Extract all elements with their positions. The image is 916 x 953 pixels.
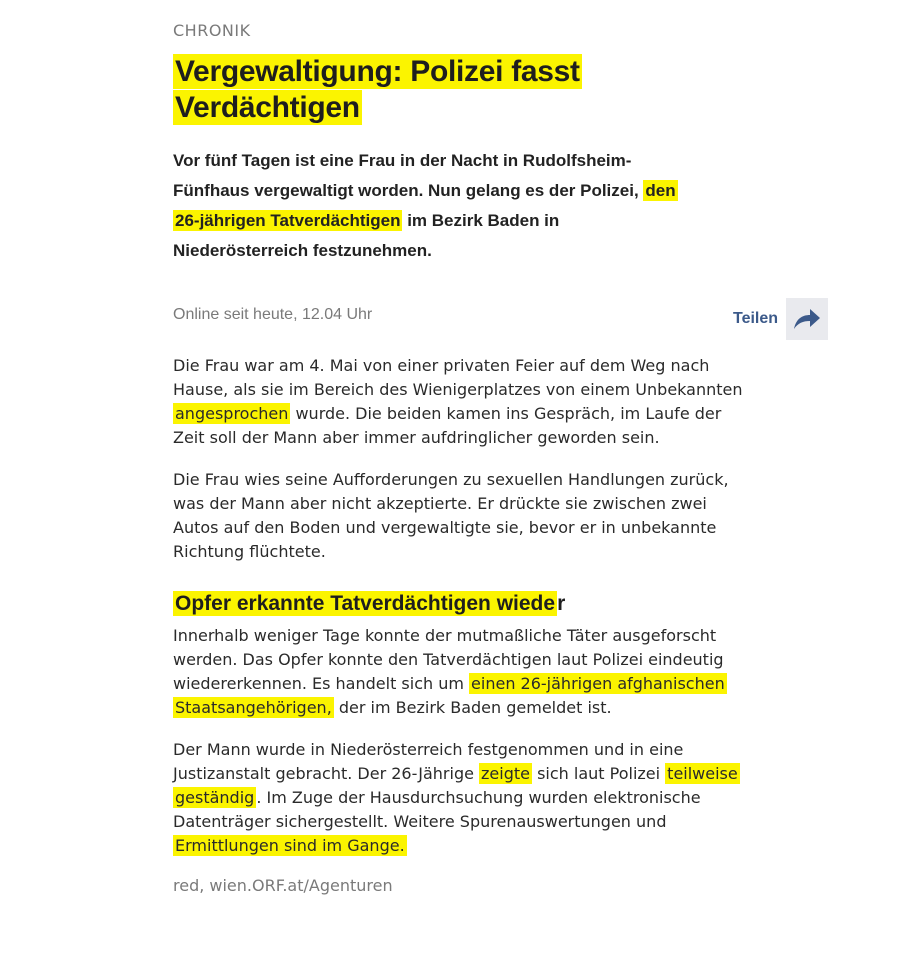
lead-paragraph	[173, 146, 693, 266]
paragraph-4-highlight-1: zeigte	[481, 764, 530, 783]
share-button[interactable]	[733, 298, 828, 340]
share-arrow-icon[interactable]	[786, 298, 828, 340]
headline	[173, 54, 773, 126]
paragraph-4	[173, 738, 751, 858]
paragraph-4-text-3: . Im Zuge der Hausdurchsuchung wurden elektronische Datenträger sichergestellt. Weitere Spurenauswertungen und	[173, 788, 701, 831]
category-label[interactable]: CHRONIK	[173, 21, 251, 40]
lead-text-1: Vor fünf Tagen ist eine Frau in der Nacht in Rudolfsheim-Fünfhaus vergewaltigt worden. Nun gelang es der Polizei,	[173, 151, 644, 200]
subheading-highlight: Opfer erkannte Tatverdächtigen wiede	[175, 592, 556, 615]
paragraph-3-text-1: Innerhalb weniger Tage konnte der mutmaßliche Täter ausgeforscht werden. Das Opfer konnte den Tatverdächtigen laut Polizei eindeutig wiedererkennen. Es handelt sich um	[173, 626, 724, 693]
source-credit: red, wien.ORF.at/Agenturen	[173, 876, 393, 895]
share-label[interactable]: Teilen	[733, 310, 779, 327]
paragraph-3-highlight-1: einen 26-jährigen afghanischen Staatsangehörigen,	[175, 674, 725, 717]
meta-row	[173, 298, 779, 338]
online-timestamp: Online seit heute, 12.04 Uhr	[173, 306, 373, 323]
headline-text: Vergewaltigung: Polizei fasst Verdächtigen	[175, 55, 580, 124]
paragraph-4-highlight-2: teilweise geständig	[175, 764, 738, 807]
article-body	[173, 354, 773, 895]
article	[173, 20, 779, 895]
paragraph-1	[173, 354, 751, 450]
paragraph-4-highlight-3: Ermittlungen sind im Gange.	[175, 836, 405, 855]
paragraph-4-text-2: sich laut Polizei	[532, 764, 666, 783]
paragraph-3-text-2: der im Bezirk Baden gemeldet ist.	[333, 698, 612, 717]
paragraph-4-text-1: Der Mann wurde in Niederösterreich festgenommen und in eine Justizanstalt gebracht. Der 26-Jährige	[173, 740, 684, 783]
subheading	[173, 590, 773, 618]
lead-text-2: im Bezirk Baden in Niederösterreich festzunehmen.	[173, 211, 560, 260]
lead-highlight-1: den 26-jährigen Tatverdächtigen	[175, 181, 676, 230]
paragraph-2: Die Frau wies seine Aufforderungen zu sexuellen Handlungen zurück, was der Mann aber nicht akzeptierte. Er drückte sie zwischen zwei Autos auf den Boden und vergewaltigte sie, bevor er in unbekannte Richtung flüchtete.	[173, 470, 729, 561]
paragraph-1-text-2: wurde. Die beiden kamen ins Gespräch, im Laufe der Zeit soll der Mann aber immer aufdringlicher geworden sein.	[173, 404, 722, 447]
paragraph-3	[173, 624, 751, 720]
paragraph-1-highlight-1: angesprochen	[175, 404, 289, 423]
paragraph-1-text-1: Die Frau war am 4. Mai von einer privaten Feier auf dem Weg nach Hause, als sie im Bereich des Wienigerplatzes von einem Unbekannten	[173, 356, 743, 399]
subheading-rest: r	[557, 592, 566, 615]
